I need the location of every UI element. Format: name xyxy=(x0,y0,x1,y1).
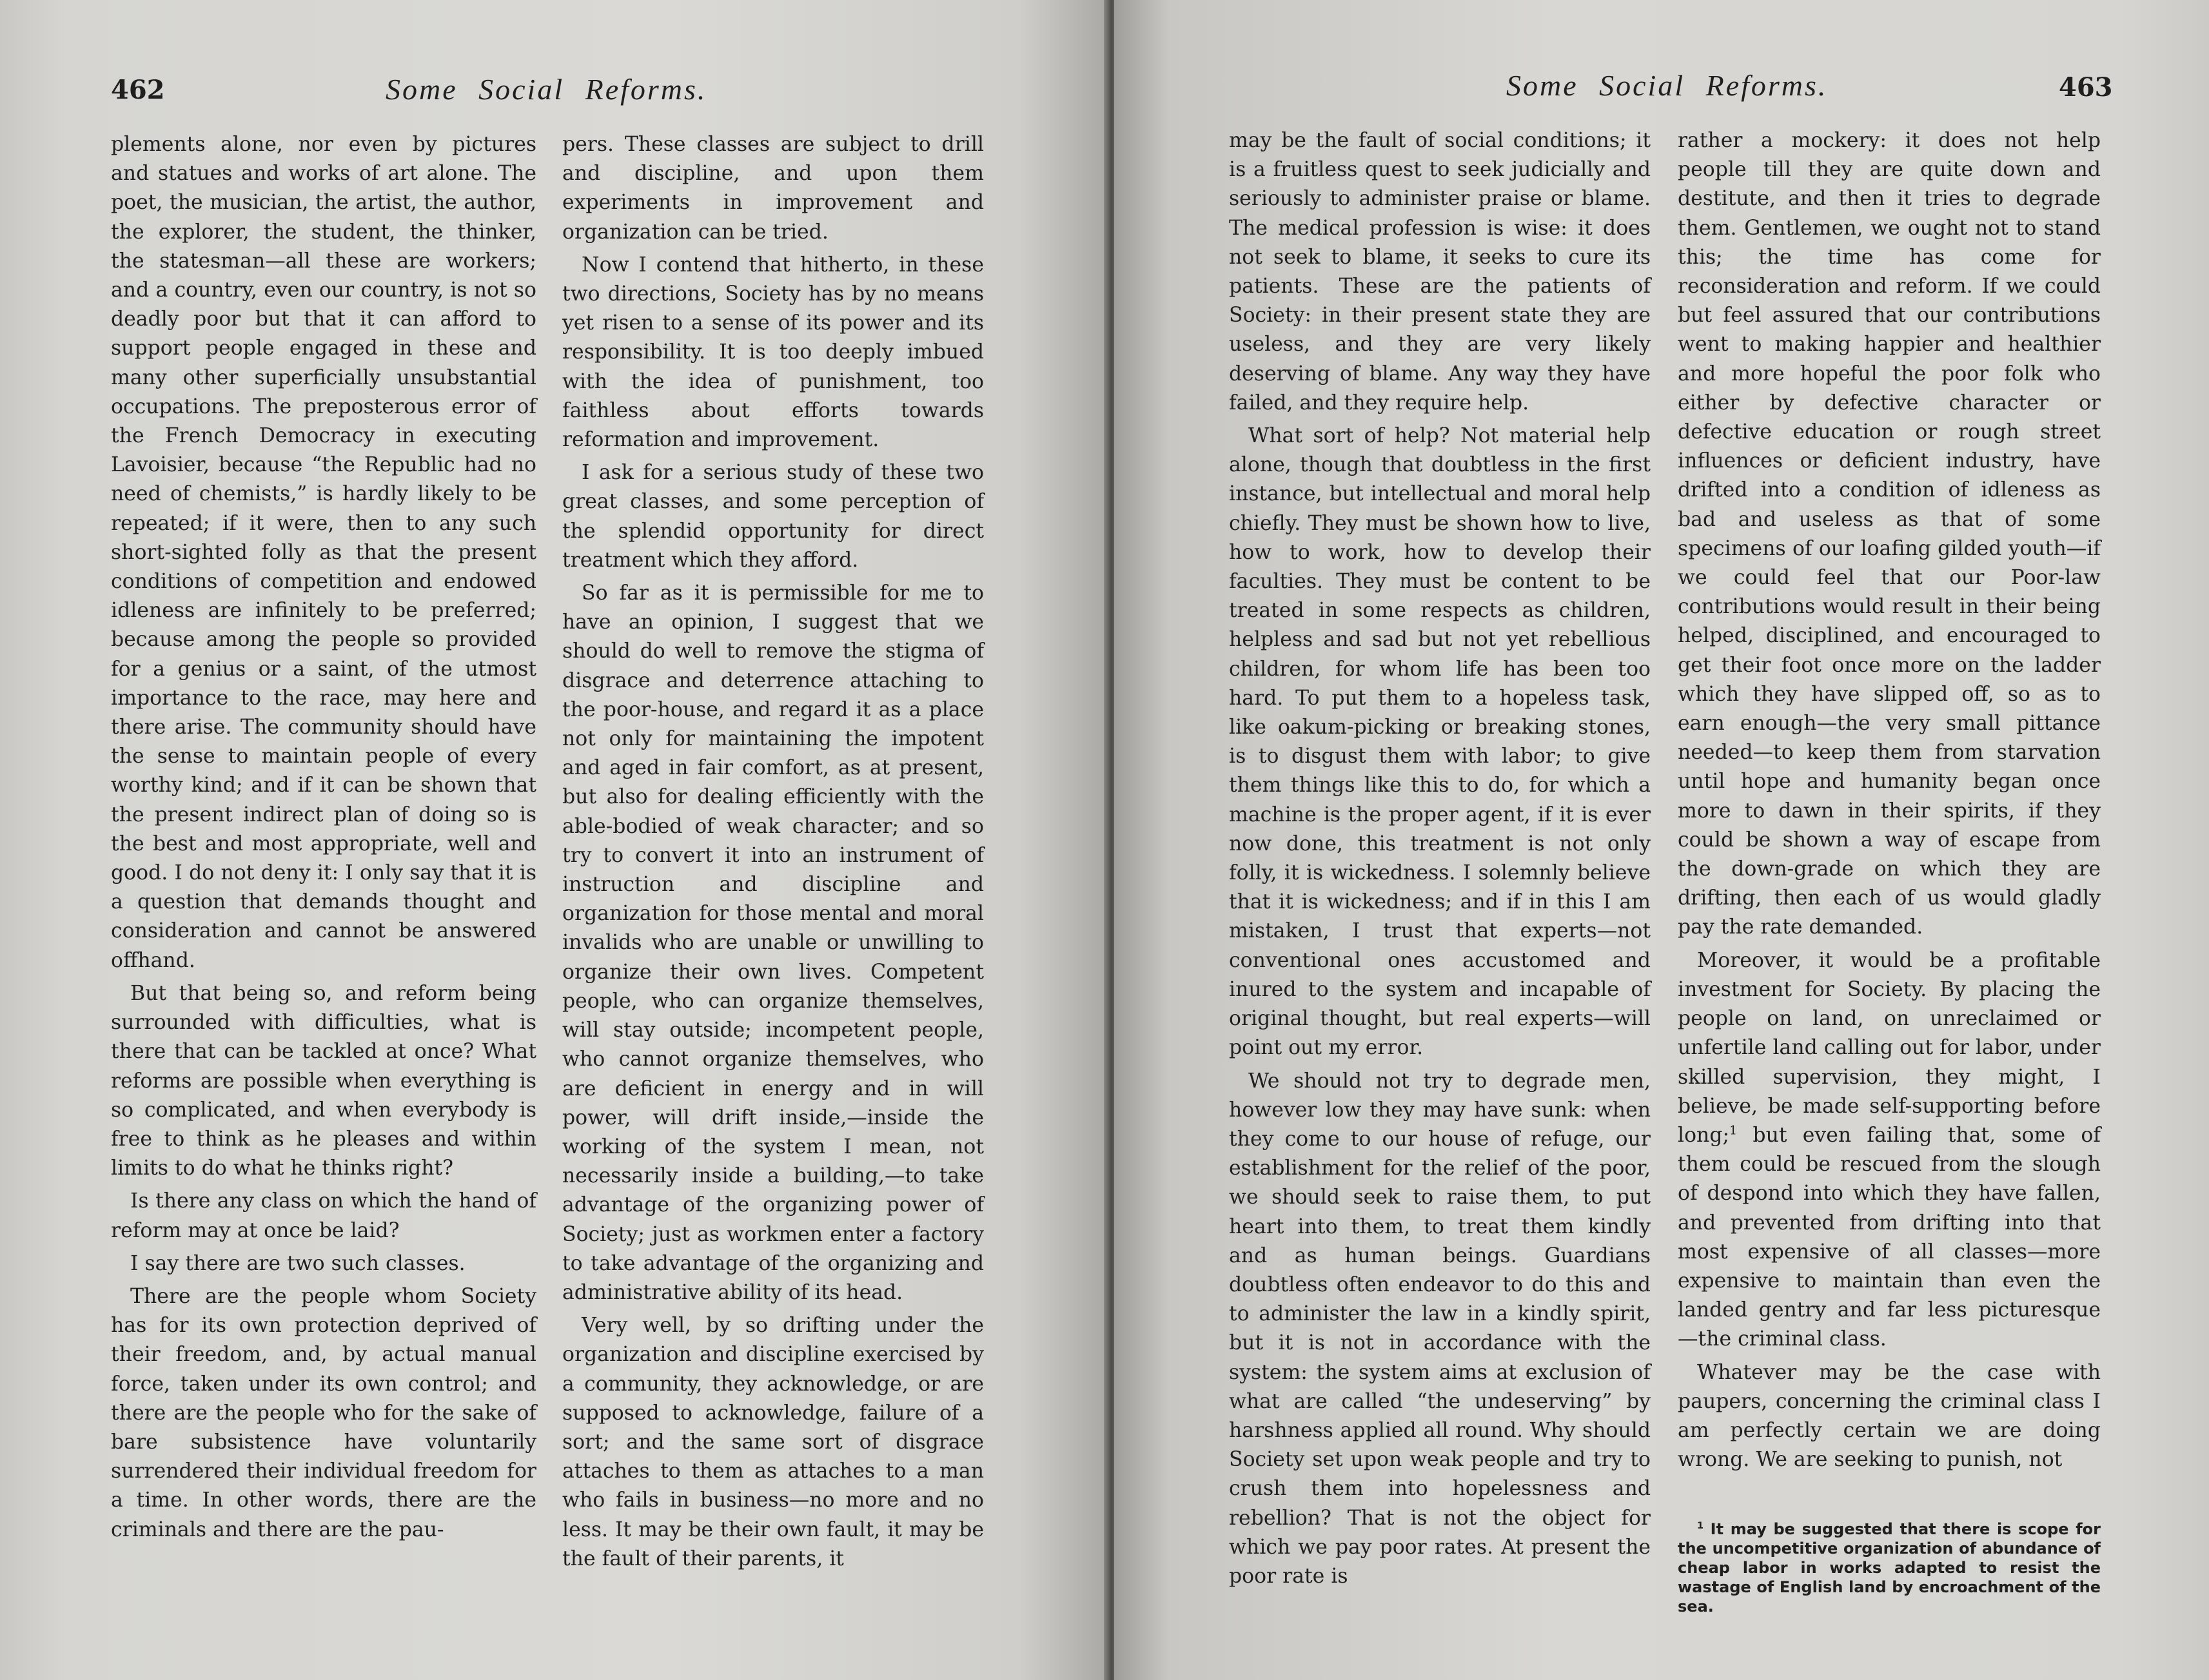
paragraph-text: but even failing that, some of them could be rescued from the slough of despond into which they have fallen, and prevented from drifting into that most expensive of all classes—more expensive to maintain than even the landed gentry and far less picturesque —the criminal class. xyxy=(1678,1123,2101,1351)
paragraph: I say there are two such classes. xyxy=(130,1251,466,1275)
running-head: Some Social Reforms. xyxy=(1506,69,1828,102)
page-number: 463 xyxy=(2059,72,2113,103)
footnote-mark: 1 xyxy=(1697,1521,1704,1532)
page-number: 462 xyxy=(111,75,165,105)
footnote-reference: 1 xyxy=(1729,1123,1738,1138)
right-page xyxy=(1114,0,2209,1680)
text-column-2 xyxy=(562,130,984,1574)
paragraph-text: Moreover, it would be a profitable investment for Society. By placing the people on land, on unreclaimed or unfertile land calling out for labor, under skilled supervision, they might, I believe, be made self-supporting before long; xyxy=(1678,948,2101,1147)
footnote xyxy=(1678,1519,2101,1616)
paragraph: What sort of help? Not material help alone, though that doubtless in the first instance, but intellectual and moral help chiefly. They must be shown how to live, how to work, how to develop their faculties. They must be content to be treated in some respects as children, helpless and sad but not yet rebellious children, for whom life has been too hard. To put them to a hopeless task, like oakum-picking or breaking stones, is to disgust them with labor; to give them things like this to do, for which a machine is the proper agent, if it is ever now done, this treatment is not only folly, it is wickedness. I solemnly believe that it is wickedness; and if in this I am mistaken, I trust that experts—not conventional ones accustomed and inured to the system and incapable of original thought, but real experts—will point out my error. xyxy=(1229,424,1651,1060)
text-column-1 xyxy=(111,130,536,1545)
paragraph: pers. These classes are subject to drill and discipline, and upon them experiments in improvement and organization can be tried. xyxy=(562,133,984,244)
paragraph: rather a mockery: it does not help people till they are quite down and destitute, and then it tries to degrade them. Gentlemen, we ought not to stand this; the time has come for reconsideration and reform. If we could but feel assured that our contributions went to making happier and healthier and more hopeful the poor folk who either by defective character or defective education or rough street influences or deficient industry, have drifted into a condition of idleness as bad and useless as that of some specimens of our loafing gilded youth—if we could feel that our Poor-law contributions would result in their being helped, disciplined, and encouraged to get their foot once more on the ladder which they have slipped off, so as to earn enough—the very small pittance needed—to keep them from starvation until hope and humanity began once more to dawn in their spirits, if they could be shown a way of escape from the down-grade on which they are drifting, then each of us would gladly pay the rate demanded. xyxy=(1678,129,2101,939)
paragraph: So far as it is permissible for me to have an opinion, I suggest that we should do well to remove the stigma of disgrace and deterrence attaching to the poor-house, and regard it as a place not only for maintaining the impotent and aged in fair comfort, as at present, but also for dealing efficiently with the able-bodied of weak character; and so try to convert it into an instrument of instruction and discipline and organization for those mental and moral invalids who are unable or unwilling to organize their own lives. Competent people, who can organize themselves, will stay outside; incompetent people, who cannot organize themselves, who are deficient in energy and in will power, will drift inside,—inside the working of the system I mean, not necessarily inside a building,—to take advantage of the organizing power of Society; just as workmen enter a factory to take advantage of the organizing and administrative ability of its head. xyxy=(562,581,984,1304)
text-column-2 xyxy=(1678,126,2101,1616)
paragraph: I ask for a serious study of these two great classes, and some perception of the splendid opportunity for direct treatment which they afford. xyxy=(562,461,984,572)
paragraph: may be the fault of social conditions; it is a fruitless quest to seek judicially and seriously to administer praise or blame. The medical profession is wise: it does not seek to blame, it seeks to cure its patients. These are the patients of Society: in their present state they are useless, and they are very likely deserving of blame. Any way they have failed, and they require help. xyxy=(1229,129,1651,415)
paragraph: Now I contend that hitherto, in these two directions, Society has by no means yet risen to a sense of its power and its responsibility. It is too deeply imbued with the idea of punishment, too faithless about efforts towards reformation and improvement. xyxy=(562,253,984,452)
footnote-text: It may be suggested that there is scope for the uncompetitive organization of abundance of cheap labor in works adapted to resist the wastage of English land by encroachment of the sea. xyxy=(1678,1520,2101,1616)
paragraph: Whatever may be the case with paupers, concerning the criminal class I am perfectly certain we are doing wrong. We are seeking to punish, not xyxy=(1678,1360,2101,1472)
paragraph: But that being so, and reform being surrounded with difficulties, what is there that can be tackled at once? What reforms are possible when everything is so complicated, and when everybody is free to think as he pleases and within limits to do what he thinks right? xyxy=(111,981,536,1180)
paragraph: There are the people whom Society has for its own protection deprived of their freedom, and, by actual manual force, taken under its own control; and there are the people who for the sake of bare subsistence have voluntarily surrendered their individual freedom for a time. In other words, there are the criminals and there are the pau- xyxy=(111,1284,536,1541)
running-head: Some Social Reforms. xyxy=(386,73,707,106)
paragraph: Is there any class on which the hand of reform may at once be laid? xyxy=(111,1189,536,1242)
paragraph: We should not try to degrade men, however low they may have sunk: when they come to our house of refuge, our establishment for the relief of the poor, we should seek to raise them, to put heart into them, to treat them kindly and as human beings. Guardians doubtless often endeavor to do this and to administer the law in a kindly spirit, but it is not in accordance with the system: the system aims at exclusion of what are called “the undeserving” by harshness applied all round. Why should Society set upon weak people and try to crush them into hopelessness and rebellion? That is not the object for which we pay poor rates. At present the poor rate is xyxy=(1229,1069,1651,1588)
paragraph xyxy=(1678,946,2101,1354)
text-column-1 xyxy=(1229,126,1651,1591)
paragraph: plements alone, nor even by pictures and statues and works of art alone. The poet, the musician, the artist, the author, the explorer, the student, the thinker, the statesman—all these are workers; and a country, even our country, is not so deadly poor but that it can afford to support people engaged in these and many other superficially unsubstantial occupations. The preposterous error of the French Democracy in executing Lavoisier, because “the Republic had no need of chemists,” is hardly likely to be repeated; if it were, then to any such short-sighted folly as that the present conditions of competition and endowed idleness are infinitely to be preferred; because among the people so provided for a genius or a saint, of the utmost importance to the race, may here and there arise. The community should have the sense to maintain people of every worthy kind; and if it can be shown that the present indirect plan of doing so is the best and most appropriate, well and good. I do not deny it: I only say that it is a question that demands thought and consideration and cannot be answered offhand. xyxy=(111,133,536,972)
paragraph: Very well, by so drifting under the organization and discipline exercised by a community, they acknowledge, or are supposed to acknowledge, failure of a sort; and the same sort of disgrace attaches to them as attaches to a man who fails in business—no more and no less. It may be their own fault, it may be the fault of their parents, it xyxy=(562,1314,984,1570)
